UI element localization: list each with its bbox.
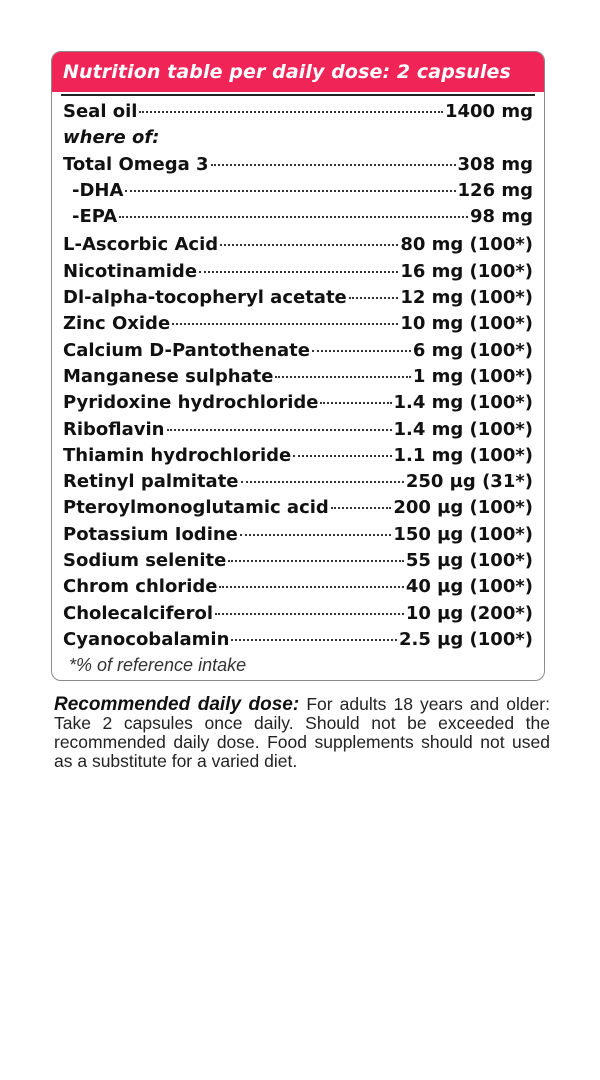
dot-leader <box>172 323 398 325</box>
nutrient-amount: 1.1 mg (100*) <box>393 444 533 466</box>
nutrient-row <box>63 364 533 390</box>
nutrient-row <box>63 204 533 230</box>
nutrient-amount: 40 µg (100*) <box>405 576 533 598</box>
nutrient-name: Cyanocobalamin <box>63 628 230 650</box>
dot-leader <box>199 271 398 273</box>
nutrient-name: Manganese sulphate <box>63 365 274 387</box>
nutrient-row <box>63 443 533 469</box>
dot-leader <box>228 560 404 562</box>
dot-leader <box>293 455 391 457</box>
nutrient-row <box>63 390 533 416</box>
nutrient-name: Dl-alpha-tocopheryl acetate <box>63 287 347 309</box>
nutrient-amount: 16 mg (100*) <box>400 260 533 282</box>
nutrient-name: -DHA <box>72 179 124 201</box>
nutrient-name: Calcium D-Pantothenate <box>63 339 310 361</box>
nutrient-amount: 250 µg (31*) <box>405 471 533 493</box>
nutrient-name: -EPA <box>72 206 118 228</box>
nutrient-row <box>63 574 533 600</box>
nutrient-amount: 80 mg (100*) <box>400 234 533 256</box>
nutrient-amount: 10 µg (200*) <box>405 602 533 624</box>
dot-leader <box>331 507 392 509</box>
nutrient-name: Seal oil <box>63 101 138 122</box>
nutrient-amount: 308 mg <box>457 153 533 175</box>
dot-leader <box>215 613 404 615</box>
nutrient-amount: 1.4 mg (100*) <box>393 418 533 440</box>
nutrient-row <box>63 522 533 548</box>
nutrient-row <box>63 178 533 204</box>
dot-leader <box>119 216 468 218</box>
dot-leader <box>349 297 399 299</box>
nutrient-name: Nicotinamide <box>63 260 198 282</box>
nutrient-row <box>63 152 533 178</box>
dot-leader <box>220 244 398 246</box>
subheading-where-of: where of: <box>63 127 160 149</box>
nutrient-amount: 98 mg <box>470 206 533 228</box>
nutrient-row <box>63 311 533 337</box>
nutrient-amount: 12 mg (100*) <box>400 287 533 309</box>
nutrient-amount: 126 mg <box>457 179 533 201</box>
nutrient-row <box>63 285 533 311</box>
nutrient-name: Pteroylmonoglutamic acid <box>63 497 329 519</box>
nutrient-name: Chrom chloride <box>63 576 218 598</box>
nutrient-row <box>63 548 533 574</box>
nutrient-row <box>63 99 533 125</box>
nutrient-amount: 1.4 mg (100*) <box>393 392 533 414</box>
nutrient-row <box>63 417 533 443</box>
nutrient-name: Retinyl palmitate <box>63 471 239 493</box>
nutrient-name: Sodium selenite <box>63 550 227 572</box>
nutrition-rows <box>52 96 544 677</box>
dot-leader <box>219 586 403 588</box>
dot-leader <box>211 164 456 166</box>
nutrient-name: Total Omega 3 <box>63 153 209 175</box>
nutrient-name: Thiamin hydrochloride <box>63 444 292 466</box>
dot-leader <box>231 639 397 641</box>
dot-leader <box>320 402 391 404</box>
reference-intake-footnote: *% of reference intake <box>69 655 247 676</box>
dot-leader <box>240 534 391 536</box>
nutrition-table-header: Nutrition table per daily dose: 2 capsules <box>52 52 544 92</box>
nutrient-name: Potassium Iodine <box>63 523 238 545</box>
nutrient-row <box>63 601 533 627</box>
nutrient-amount: 2.5 µg (100*) <box>399 628 533 650</box>
nutrient-row <box>63 495 533 521</box>
dot-leader <box>275 376 410 378</box>
recommended-dose-paragraph <box>54 695 550 771</box>
nutrient-amount: 6 mg (100*) <box>412 339 533 361</box>
dot-leader <box>139 111 443 113</box>
nutrient-name: Riboflavin <box>63 418 165 440</box>
nutrient-name: Cholecalciferol <box>63 602 214 624</box>
nutrition-table <box>51 51 545 681</box>
dot-leader <box>241 481 404 483</box>
nutrient-row <box>63 469 533 495</box>
nutrient-name: L-Ascorbic Acid <box>63 234 219 256</box>
nutrient-amount: 1 mg (100*) <box>412 365 533 387</box>
dot-leader <box>125 190 455 192</box>
nutrient-row <box>63 232 533 258</box>
nutrient-amount: 1400 mg <box>444 101 533 122</box>
nutrient-amount: 200 µg (100*) <box>393 497 533 519</box>
nutrient-amount: 150 µg (100*) <box>393 523 533 545</box>
nutrient-name: Zinc Oxide <box>63 313 171 335</box>
nutrient-row <box>63 259 533 285</box>
nutrient-row <box>63 627 533 653</box>
recommended-dose-text: For adults 18 years and older: Take 2 capsules once daily. Should not be exceeded the recommended daily dose. Food supplements should not used as a substitute for a varied diet. <box>54 694 550 771</box>
nutrient-name: Pyridoxine hydrochloride <box>63 392 319 414</box>
nutrient-amount: 10 mg (100*) <box>400 313 533 335</box>
nutrient-amount: 55 µg (100*) <box>405 550 533 572</box>
recommended-dose-label: Recommended daily dose: <box>54 694 300 715</box>
nutrient-row <box>63 338 533 364</box>
dot-leader <box>312 350 411 352</box>
dot-leader <box>167 429 392 431</box>
